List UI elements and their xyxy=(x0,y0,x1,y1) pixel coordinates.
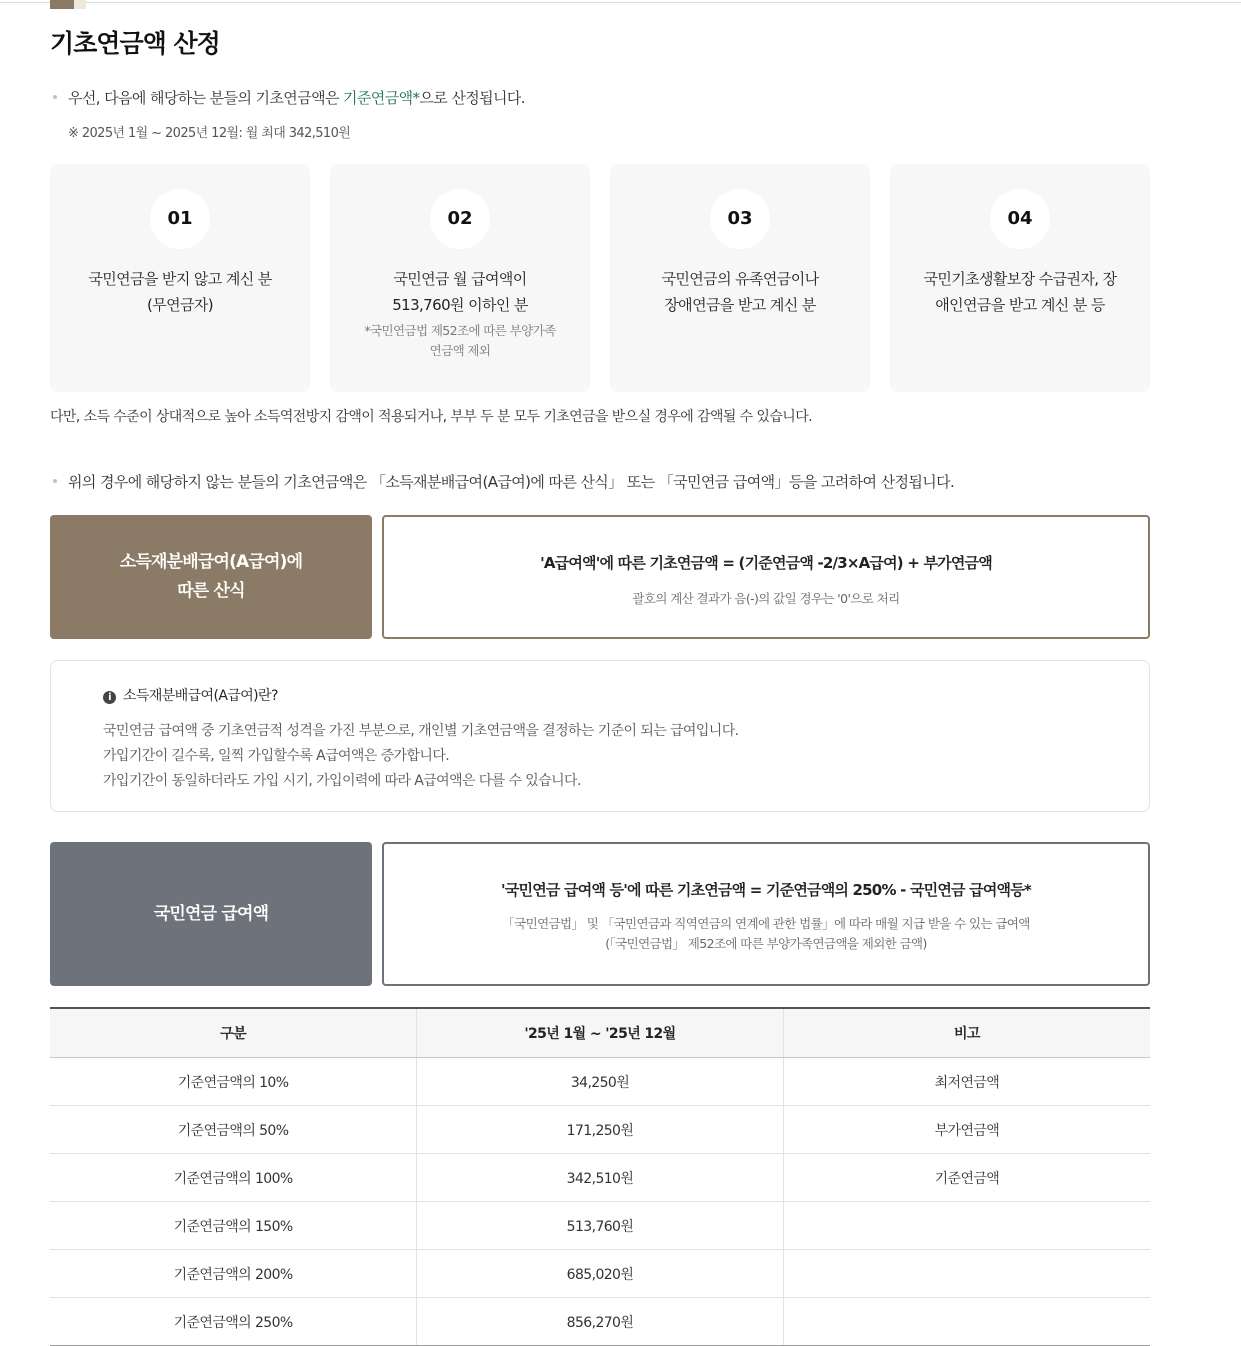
card-number: 02 xyxy=(430,189,490,249)
info-title xyxy=(103,685,278,705)
table-row xyxy=(50,1250,1150,1298)
table-cell xyxy=(783,1250,1150,1298)
table-cell xyxy=(783,1298,1150,1346)
table-cell: 기준연금액의 150% xyxy=(50,1202,417,1250)
a-benefit-info xyxy=(50,660,1150,812)
table-cell: 856,270원 xyxy=(417,1298,784,1346)
formula-b-label: 국민연금 급여액 xyxy=(50,842,372,986)
standard-pension-term: 기준연금액* xyxy=(343,89,420,107)
table-row xyxy=(50,1058,1150,1106)
table-cell: 513,760원 xyxy=(417,1202,784,1250)
standard-amount-note: ※ 2025년 1월 ~ 2025년 12월: 월 최대 342,510원 xyxy=(68,126,351,141)
table-row xyxy=(50,1202,1150,1250)
formula-a-box xyxy=(382,515,1150,639)
column-header: 구분 xyxy=(50,1008,417,1058)
table-cell: 기준연금액의 50% xyxy=(50,1106,417,1154)
card-number: 04 xyxy=(990,189,1050,249)
eligibility-card xyxy=(890,164,1150,392)
info-title-text: 소득재분배급여(A급여)란? xyxy=(123,688,278,704)
formula-a-row xyxy=(50,515,1150,639)
card-text: 국민연금 월 급여액이 513,760원 이하인 분 xyxy=(392,270,528,314)
formula-a-sub: 괄호의 계산 결과가 음(-)의 값일 경우는 '0'으로 처리 xyxy=(632,591,900,606)
table-cell: 기준연금액의 10% xyxy=(50,1058,417,1106)
standard-amount-table xyxy=(50,1007,1150,1346)
eligibility-card xyxy=(610,164,870,392)
card-number: 01 xyxy=(150,189,210,249)
section-title: 기초연금액 산정 xyxy=(50,29,220,58)
info-line: 국민연금 급여액 중 기초연금적 성격을 가진 부분으로, 개인별 기초연금액을 결정하는 기준이 되는 급여입니다. xyxy=(103,723,739,739)
info-line: 가입기간이 길수록, 일찍 가입할수록 A급여액은 증가합니다. xyxy=(103,748,450,764)
intro-bullet xyxy=(50,87,525,108)
eligibility-cards xyxy=(50,164,1150,392)
formula-b-sub: 「국민연금법」 및 「국민연금과 직역연금의 연계에 관한 법률」에 따라 매월 지급 받을 수 있는 급여액 (「국민연금법」 제52조에 따른 부양가족연금액을 제외한 금액) xyxy=(502,916,1030,951)
card-subnote: *국민연금법 제52조에 따른 부양가족 연금액 제외 xyxy=(364,323,556,358)
info-line: 가입기간이 동일하더라도 가입 시기, 가입이력에 따라 A급여액은 다를 수 있습니다. xyxy=(103,773,581,789)
card-text: 국민기초생활보장 수급권자, 장 애인연금을 받고 계신 분 등 xyxy=(923,270,1117,314)
formula-b-main: '국민연금 급여액 등'에 따른 기초연금액 = 기준연금액의 250% - 국민연금 급여액등* xyxy=(501,881,1031,899)
table-cell: 685,020원 xyxy=(417,1250,784,1298)
column-header: '25년 1월 ~ '25년 12월 xyxy=(417,1008,784,1058)
info-icon: i xyxy=(103,691,116,704)
table-cell: 부가연금액 xyxy=(783,1106,1150,1154)
table-cell: 기준연금액의 250% xyxy=(50,1298,417,1346)
table-row xyxy=(50,1154,1150,1202)
eligibility-card xyxy=(50,164,310,392)
table-row xyxy=(50,1106,1150,1154)
card-number: 03 xyxy=(710,189,770,249)
table-cell: 342,510원 xyxy=(417,1154,784,1202)
reduction-note: 다만, 소득 수준이 상대적으로 높아 소득역전방지 감액이 적용되거나, 부부 두 분 모두 기초연금을 받으실 경우에 감액될 수 있습니다. xyxy=(50,409,812,425)
second-bullet: 위의 경우에 해당하지 않는 분들의 기초연금액은 「소득재분배급여(A급여)에 따른 산식」 또는 「국민연금 급여액」등을 고려하여 산정됩니다. xyxy=(50,471,954,492)
table-cell: 기준연금액 xyxy=(783,1154,1150,1202)
table-cell: 171,250원 xyxy=(417,1106,784,1154)
table-cell: 최저연금액 xyxy=(783,1058,1150,1106)
intro-text-after: 으로 산정됩니다. xyxy=(419,89,525,107)
formula-a-main: 'A급여액'에 따른 기초연금액 = (기준연금액 -2/3×A급여) + 부가연금액 xyxy=(540,554,992,572)
intro-text-before: 우선, 다음에 해당하는 분들의 기초연금액은 xyxy=(68,89,344,107)
formula-b-box xyxy=(382,842,1150,986)
table-cell: 34,250원 xyxy=(417,1058,784,1106)
column-header: 비고 xyxy=(783,1008,1150,1058)
table-cell: 기준연금액의 200% xyxy=(50,1250,417,1298)
card-text: 국민연금을 받지 않고 계신 분 (무연금자) xyxy=(88,270,272,314)
table-header-row xyxy=(50,1008,1150,1058)
top-divider xyxy=(0,2,1241,3)
table-cell xyxy=(783,1202,1150,1250)
table-cell: 기준연금액의 100% xyxy=(50,1154,417,1202)
formula-a-label: 소득재분배급여(A급여)에 따른 산식 xyxy=(50,515,372,639)
eligibility-card xyxy=(330,164,590,392)
card-text: 국민연금의 유족연금이나 장애연금을 받고 계신 분 xyxy=(661,270,819,314)
section-marker xyxy=(50,0,86,9)
formula-b-row xyxy=(50,842,1150,986)
table-row xyxy=(50,1298,1150,1346)
